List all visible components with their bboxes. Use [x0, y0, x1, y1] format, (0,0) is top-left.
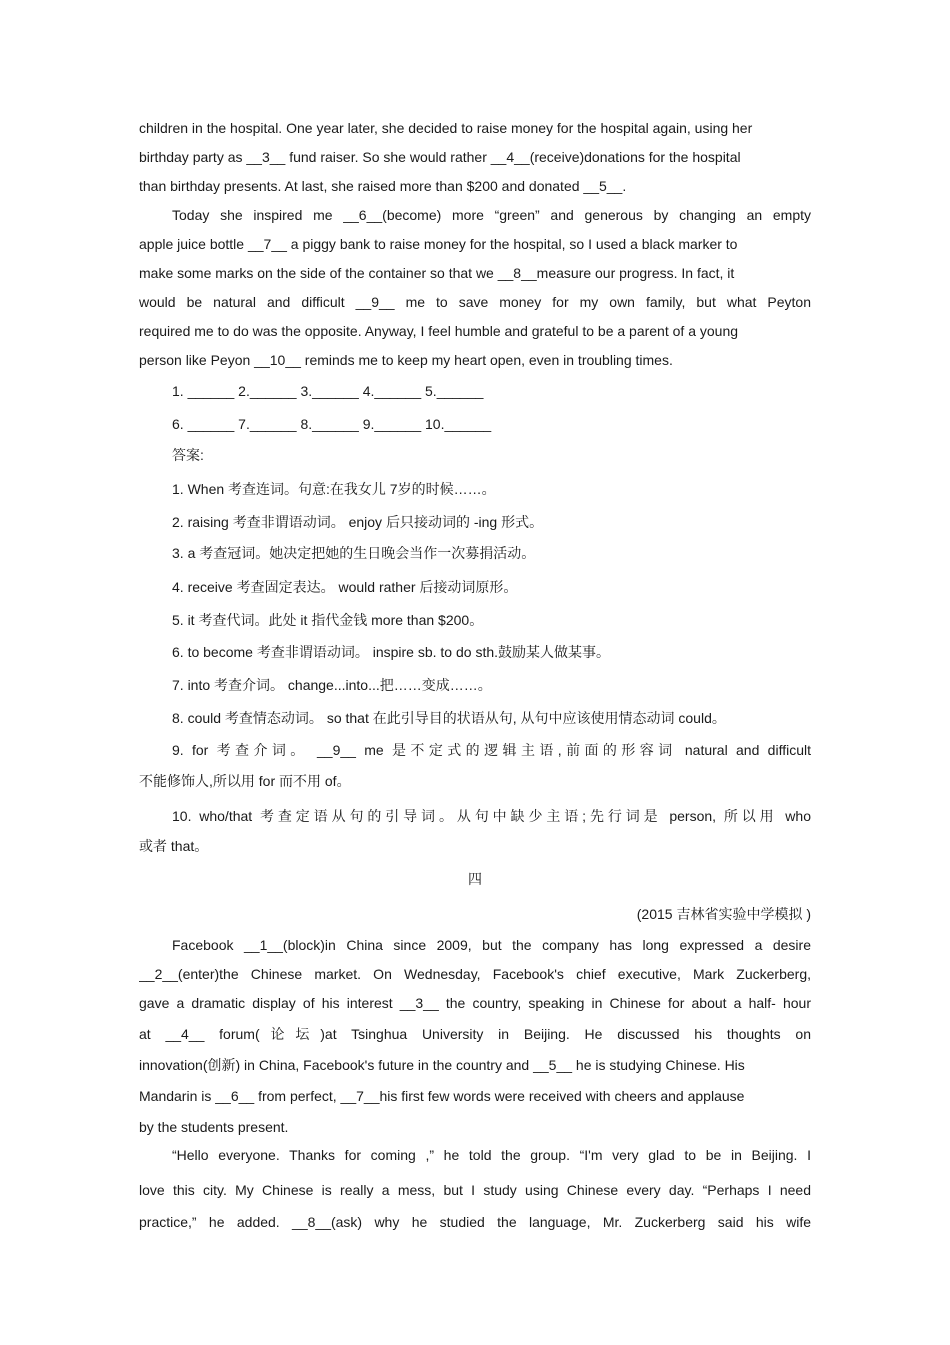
passage-line: than birthday presents. At last, she raised more than $200 and donated __5__. [139, 178, 627, 194]
passage-line: at __4__ forum(论坛)at Tsinghua University in Beijing. He discussed his thoughts on [139, 1026, 811, 1042]
answer-item: 不能修饰人,所以用 for 而不用 of。 [139, 773, 351, 789]
answer-item: 6. to become 考查非谓语动词。 inspire sb. to do sth.鼓励某人做某事。 [172, 644, 611, 660]
section-number: 四 [468, 871, 482, 887]
answer-item: 3. a 考查冠词。她决定把她的生日晚会当作一次募捐活动。 [172, 545, 536, 561]
passage-line: would be natural and difficult __9__ me to save money for my own family, but what Peyton [139, 294, 811, 310]
source-note: (2015 吉林省实验中学模拟 ) [636, 906, 811, 922]
passage-line: gave a dramatic display of his interest __3__ the country, speaking in Chinese for about a half- hour [139, 995, 811, 1011]
answer-item: 5. it 考查代词。此处 it 指代金钱 more than $200。 [172, 612, 484, 628]
answer-item: 1. When 考查连词。句意:在我女儿 7岁的时候……。 [172, 481, 496, 497]
passage-line: love this city. My Chinese is really a mess, but I study using Chinese every day. “Perhaps I need [139, 1182, 811, 1198]
passage-line: innovation(创新) in China, Facebook's future in the country and __5__ he is studying Chinese. His [139, 1057, 745, 1073]
passage-line: Mandarin is __6__ from perfect, __7__his first few words were received with cheers and applause [139, 1088, 745, 1104]
passage-line: make some marks on the side of the container so that we __8__measure our progress. In fact, it [139, 265, 735, 281]
passage-line: birthday party as __3__ fund raiser. So she would rather __4__(receive)donations for the hospital [139, 149, 741, 165]
passage-line: children in the hospital. One year later, she decided to raise money for the hospital again, using her [139, 120, 753, 136]
answer-item: 或者 that。 [139, 838, 209, 854]
passage-line: Today she inspired me __6__(become) more “green” and generous by changing an empty [172, 207, 811, 223]
passage-line: apple juice bottle __7__ a piggy bank to raise money for the hospital, so I used a black marker to [139, 236, 738, 252]
passage-line: Facebook __1__(block)in China since 2009, but the company has long expressed a desire [172, 937, 811, 953]
passage-line: by the students present. [139, 1119, 289, 1135]
passage-line: practice,” he added. __8__(ask) why he studied the language, Mr. Zuckerberg said his wife [139, 1214, 811, 1230]
answers-label: 答案: [172, 447, 204, 463]
answer-item: 10. who/that 考查定语从句的引导词。从句中缺少主语;先行词是 person, 所以用 who [172, 808, 811, 824]
passage-line: required me to do was the opposite. Anyway, I feel humble and grateful to be a parent of a young [139, 323, 739, 339]
answer-item: 8. could 考查情态动词。 so that 在此引导目的状语从句, 从句中应该使用情态动词 could。 [172, 710, 726, 726]
answer-item: 7. into 考查介词。 change...into...把……变成……。 [172, 677, 492, 693]
answer-item: 9. for 考查介词。 __9__ me 是不定式的逻辑主语,前面的形容词 natural and difficult [172, 742, 811, 758]
blank-row: 1. ______ 2.______ 3.______ 4.______ 5.______ [172, 383, 484, 399]
passage-line: __2__(enter)the Chinese market. On Wednesday, Facebook's chief executive, Mark Zuckerberg, [139, 966, 811, 982]
answer-item: 2. raising 考查非谓语动词。 enjoy 后只接动词的 -ing 形式。 [172, 514, 544, 530]
passage-line: person like Peyon __10__ reminds me to keep my heart open, even in troubling times. [139, 352, 673, 368]
blank-row: 6. ______ 7.______ 8.______ 9.______ 10.______ [172, 416, 492, 432]
passage-line: “Hello everyone. Thanks for coming ,” he told the group. “I'm very glad to be in Beijing. I [172, 1147, 811, 1163]
answer-item: 4. receive 考查固定表达。 would rather 后接动词原形。 [172, 579, 518, 595]
